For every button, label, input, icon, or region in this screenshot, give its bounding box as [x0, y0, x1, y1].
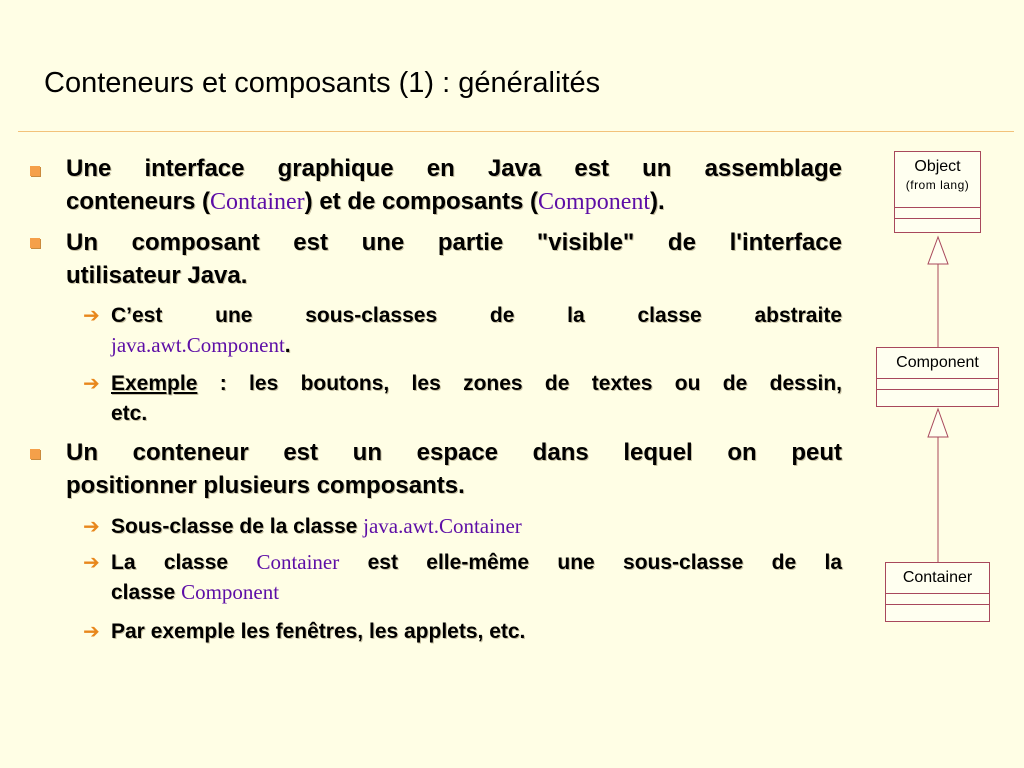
uml-class-object [894, 151, 981, 233]
code-component: Component [181, 579, 280, 604]
arrow-bullet-icon: ➔ [83, 619, 100, 643]
example-label: Exemple [111, 372, 198, 395]
inheritance-arrow-icon [928, 409, 948, 437]
uml-separator [877, 378, 998, 379]
bullet-item-1-line1: Une interface graphique en Java est un assemblage [66, 155, 842, 182]
sub-item-3-3-line1: Par exemple les fenêtres, les applets, etc. [111, 620, 526, 643]
sub-item-2-2-line2: etc. [111, 401, 148, 425]
text-run: ) et de composants ( [304, 187, 539, 215]
text-run: conteneurs ( [66, 187, 211, 215]
bullet-item-3-line2: positionner plusieurs composants. [66, 471, 465, 499]
arrow-bullet-icon: ➔ [83, 514, 100, 538]
arrow-bullet-icon: ➔ [83, 303, 100, 327]
uml-class-name: Component [896, 354, 979, 371]
text-run: est elle-même une sous-classe de la [339, 551, 842, 574]
code-component: Component [538, 188, 651, 215]
code-java-awt-container: java.awt.Container [363, 514, 522, 538]
uml-separator [886, 593, 989, 594]
bullet-item-3-line1: Un conteneur est un espace dans lequel on peut [66, 439, 842, 466]
code-java-awt-component: java.awt.Component [111, 332, 285, 357]
bullet-item-2-line2: utilisateur Java. [66, 261, 248, 289]
text-run: Sous-classe de la classe [111, 515, 364, 538]
bullet-item-2-line1: Un composant est une partie "visible" de l'interface [66, 229, 842, 256]
text-run: : les boutons, les zones de textes ou de dessin, [197, 372, 842, 395]
inheritance-arrow-icon [928, 237, 948, 264]
uml-separator [877, 389, 998, 390]
uml-separator [886, 604, 989, 605]
text-run: . [284, 333, 291, 357]
text-run: ). [650, 187, 665, 215]
uml-class-component [876, 347, 999, 407]
code-container: Container [256, 550, 340, 574]
text-run: classe [111, 580, 182, 604]
uml-class-container [885, 562, 990, 622]
sub-item-2-1-line1: C’est une sous-classes de la classe abstraite [111, 304, 842, 327]
arrow-bullet-icon: ➔ [83, 550, 100, 574]
uml-class-package: (from lang) [905, 178, 970, 192]
slide-title: Conteneurs et composants (1) : généralités [44, 67, 601, 99]
text-run: La classe [111, 551, 257, 574]
code-container: Container [210, 188, 305, 215]
uml-class-name: Object [914, 158, 961, 175]
uml-class-name: Container [902, 569, 973, 586]
arrow-bullet-icon: ➔ [83, 371, 100, 395]
uml-separator [895, 218, 980, 219]
uml-separator [895, 207, 980, 208]
